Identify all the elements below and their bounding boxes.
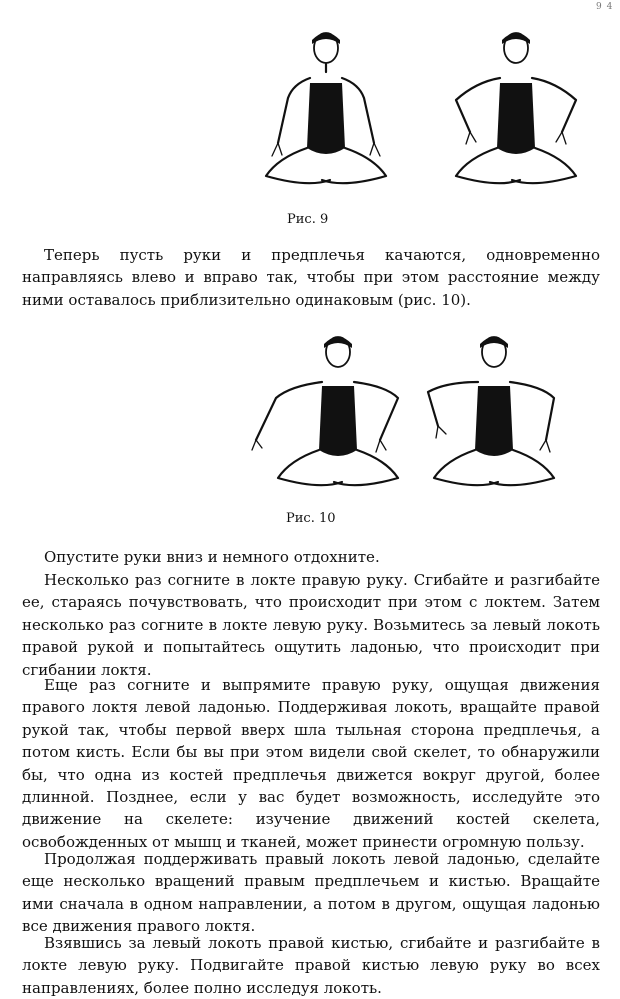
figure-10-caption: Рис. 10 (286, 511, 336, 526)
paragraph-3: Несколько раз согните в локте правую руку. Сгибайте и разгибайте ее, стараясь почувствовать, что происходит при этом с локтем. Затем несколько раз согните в локте левую руку. Возьмитесь за левый локоть правой рукой и попытайтесь ощутить ладонью, что происходит при сгибании локтя. (22, 571, 600, 679)
seated-figure-left (266, 33, 386, 183)
page-number: 9 4 (596, 2, 614, 12)
paragraph-5: Продолжая поддерживать правый локоть левой ладонью, сделайте еще несколько вращений правым предплечьем и кистью. Вращайте ими сначала в одном направлении, а потом в другом, ощущая ладонью все движения правого локтя. (22, 850, 600, 936)
seated-figure-left (252, 337, 398, 485)
figure-9-caption: Рис. 9 (287, 212, 329, 227)
figure-9-illustration (248, 28, 594, 200)
seated-figure-right (456, 33, 576, 183)
paragraph-4: Еще раз согните и выпрямите правую руку, ощущая движения правого локтя левой ладонью. Поддерживая локоть, вращайте правой рукой так, чтобы первой вверх шла тыльная сторона предплечья, а потом кисть. Если бы вы при этом видели свой скелет, то обнаружили бы, что одна из костей предплечья движется вокруг другой, более длинной. Позднее, если у вас будет возможность, исследуйте это движение на скелете: изучение движений костей скелета, освобожденных от мышц и тканей, может принести огромную пользу. (22, 676, 600, 851)
paragraph-2: Опустите руки вниз и немного отдохните. (44, 548, 380, 566)
paragraph-6: Взявшись за левый локоть правой кистью, сгибайте и разгибайте в локте левую руку. Подвигайте правой кистью левую руку во всех направлениях, более полно исследуя локоть. (22, 934, 600, 997)
figure-10-illustration (250, 328, 576, 498)
seated-figure-right (428, 337, 554, 485)
paragraph-1: Теперь пусть руки и предплечья качаются, одновременно направляясь влево и вправо так, чтобы при этом расстояние между ними оставалось приблизительно одинаковым (рис. 10). (22, 246, 600, 309)
